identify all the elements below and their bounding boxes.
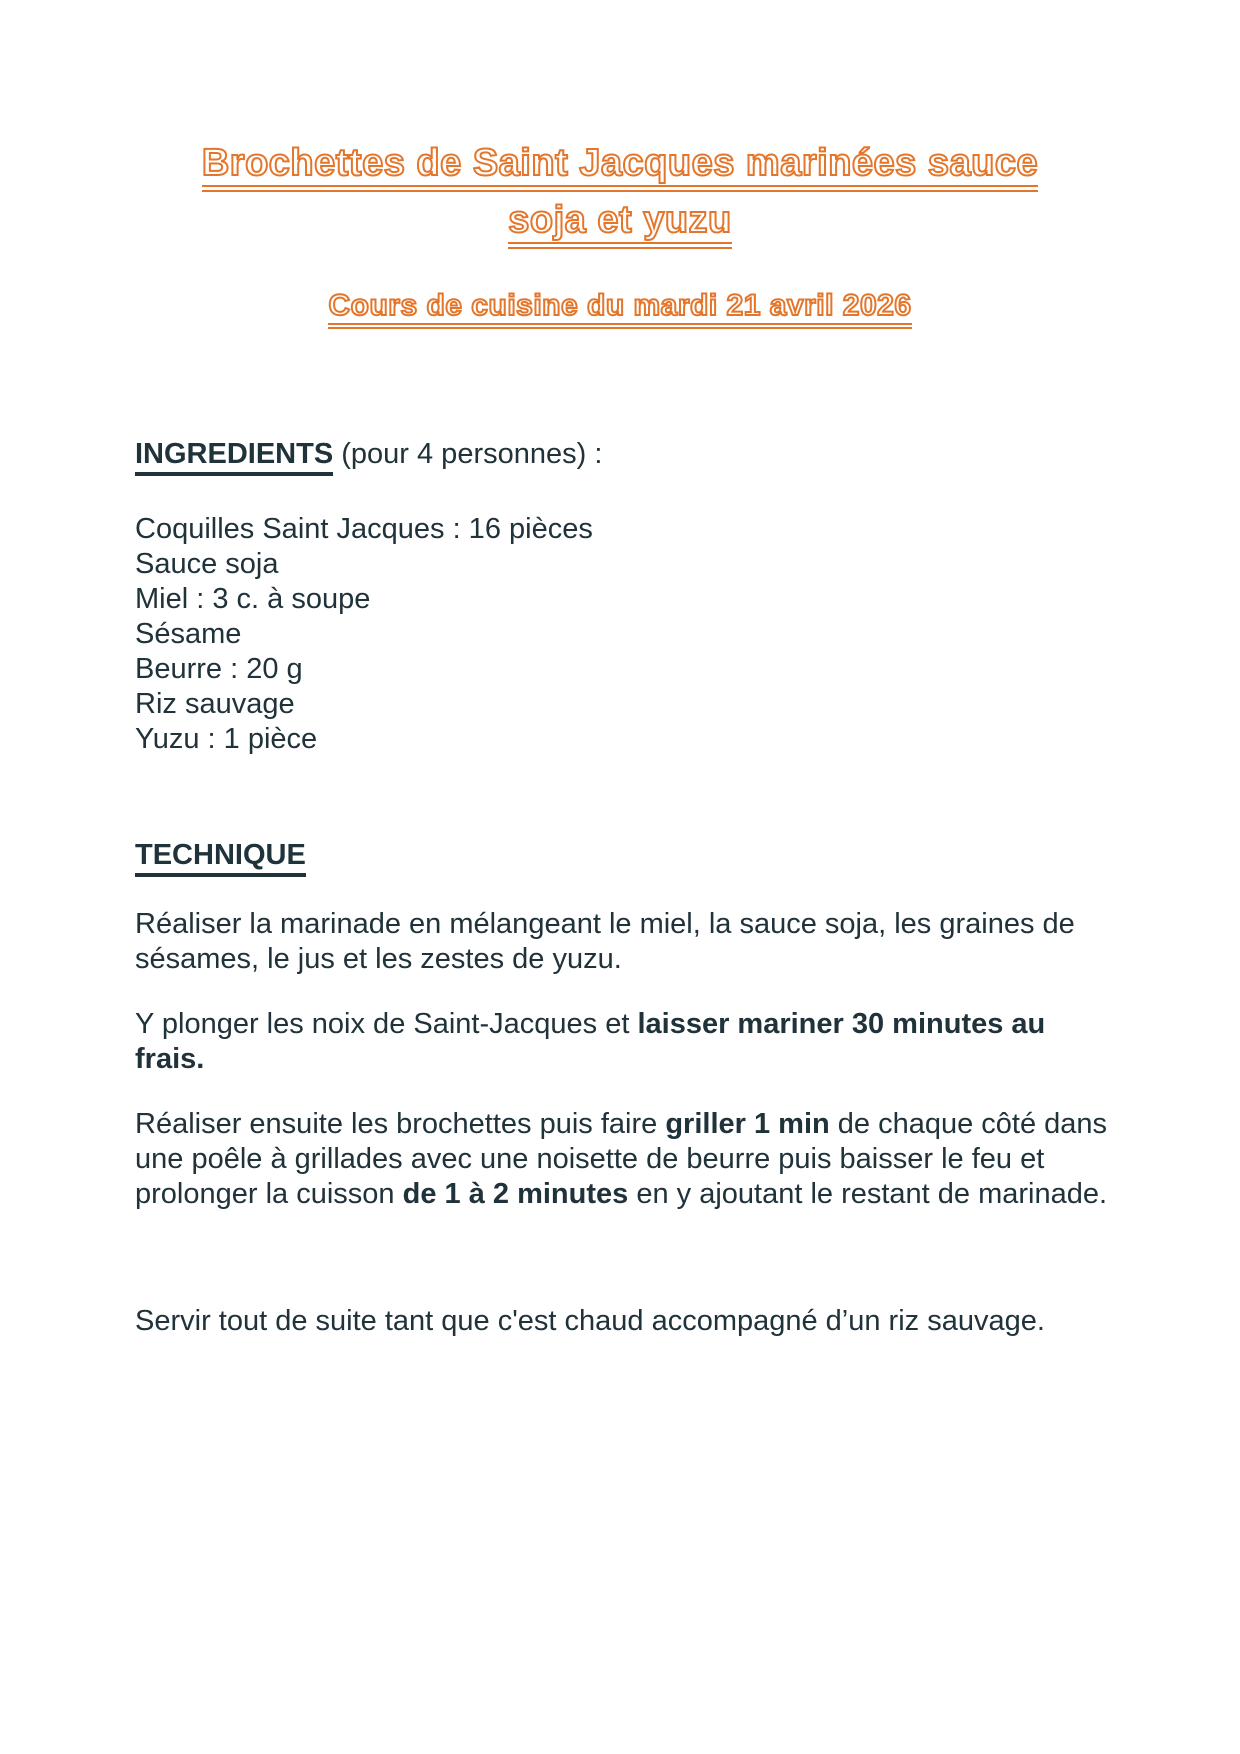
technique-heading-label: TECHNIQUE [135, 839, 306, 877]
ingredient-item: Sésame [135, 618, 242, 650]
technique-text-bold: laisser mariner 30 minutes au frais. [135, 1008, 1046, 1075]
recipe-title [60, 135, 1180, 249]
technique-text: de chaque côté dans une poêle à grillades avec une noisette de beurre puis baisser le feu et prolonger la cuisson [135, 1108, 1108, 1210]
recipe-title-line2: soja et yuzu [508, 199, 732, 249]
ingredient-item: Yuzu : 1 pièce [135, 723, 318, 755]
technique-text-bold: de 1 à 2 minutes [402, 1178, 629, 1210]
document-body [135, 436, 1110, 1339]
technique-heading [135, 837, 1110, 873]
technique-text: Réaliser la marinade en mélangeant le miel, la sauce soja, les graines de sésames, le jus et les zestes de yuzu. [135, 908, 1075, 975]
ingredient-item: Riz sauvage [135, 688, 295, 720]
technique-text: Servir tout de suite tant que c'est chaud accompagné d’un riz sauvage. [135, 1305, 1045, 1337]
technique-paragraph [135, 1107, 1110, 1212]
ingredients-serving-note: (pour 4 personnes) : [333, 438, 603, 470]
recipe-title-line1: Brochettes de Saint Jacques marinées sauce [202, 142, 1038, 192]
technique-paragraph [135, 1304, 1110, 1339]
technique-text-bold: griller 1 min [665, 1108, 830, 1140]
course-date-text: Cours de cuisine du mardi 21 avril 2026 [328, 289, 911, 329]
ingredient-item: Miel : 3 c. à soupe [135, 583, 371, 615]
technique-paragraph [135, 907, 1110, 977]
ingredients-heading [135, 436, 1110, 472]
ingredient-list [135, 512, 1110, 757]
technique-text: Y plonger les noix de Saint-Jacques et [135, 1008, 638, 1040]
technique-section [135, 837, 1110, 1339]
ingredients-section [135, 436, 1110, 757]
ingredient-item: Sauce soja [135, 548, 279, 580]
ingredients-heading-label: INGREDIENTS [135, 438, 333, 476]
ingredient-item: Coquilles Saint Jacques : 16 pièces [135, 513, 593, 545]
course-date-subtitle [60, 283, 1180, 328]
technique-text: Réaliser ensuite les brochettes puis faire [135, 1108, 666, 1140]
ingredient-item: Beurre : 20 g [135, 653, 303, 685]
technique-paragraph [135, 1007, 1110, 1077]
technique-paragraphs [135, 907, 1110, 1339]
technique-text: en y ajoutant le restant de marinade. [628, 1178, 1108, 1210]
